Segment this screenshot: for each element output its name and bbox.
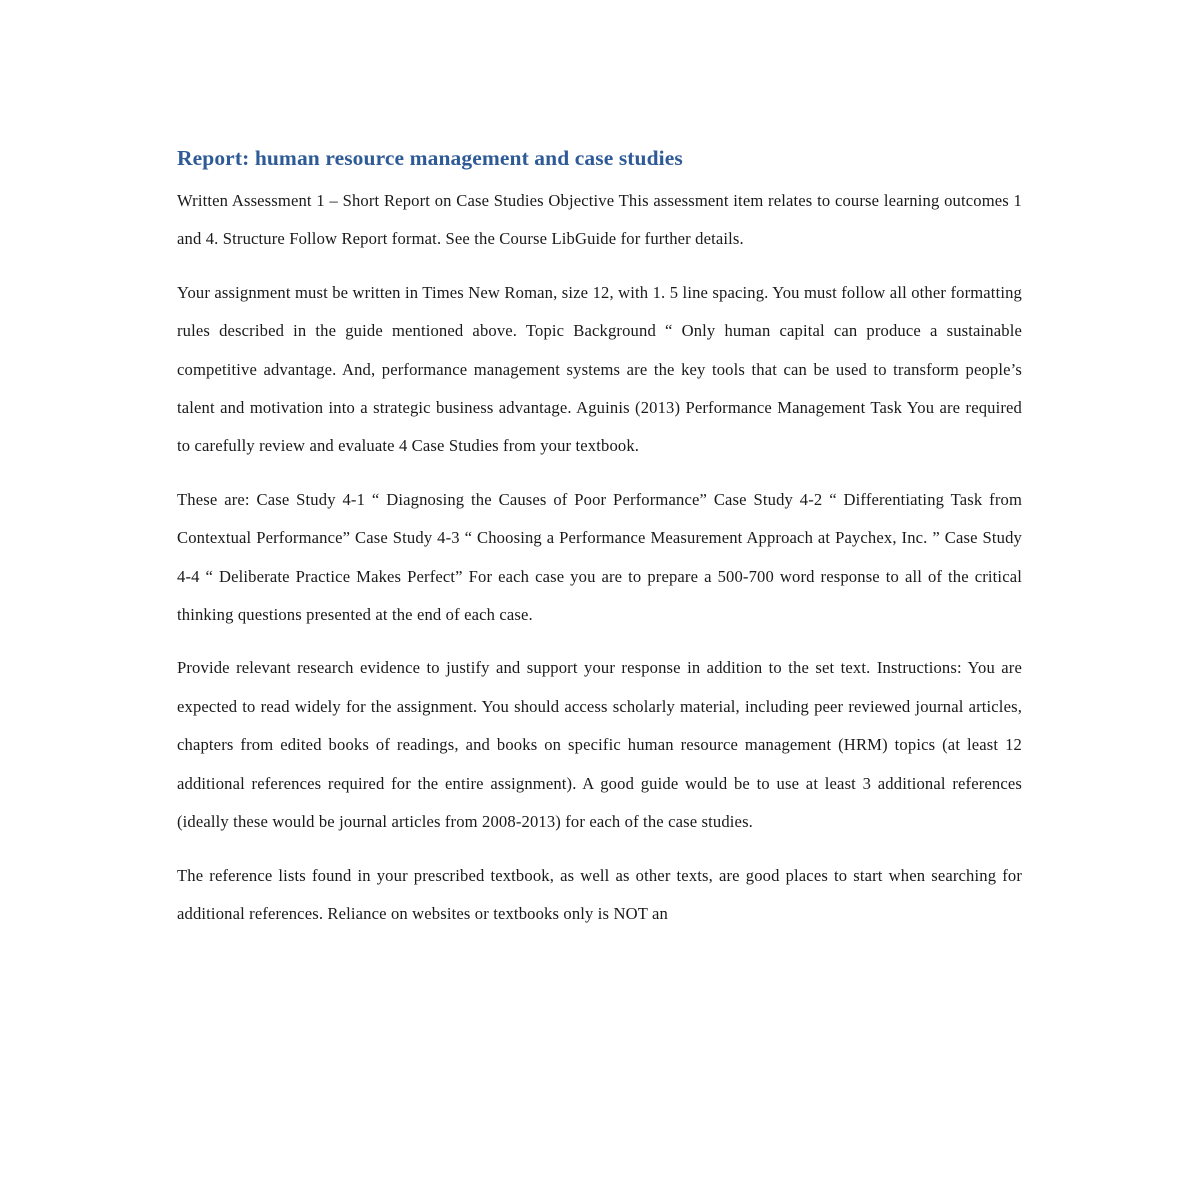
paragraph-case-studies: These are: Case Study 4-1 “ Diagnosing the Causes of Poor Performance” Case Study 4-2 “ Differentiating Task from Contextual Performance” Case Study 4-3 “ Choosing a Performance Measurement Approach at Paychex, Inc. ” Case Study 4-4 “ Deliberate Practice Makes Perfect” For each case you are to prepare a 500-700 word response to all of the critical thinking questions presented at the end of each case. (177, 489, 1022, 625)
document-page (177, 140, 1022, 948)
report-title: Report: human resource management and case studies (177, 146, 683, 170)
paragraph-formatting-and-topic: Your assignment must be written in Times New Roman, size 12, with 1. 5 line spacing. You must follow all other formatting rules described in the guide mentioned above. Topic Background “ Only human capital can produce a sustainable competitive advantage. And, performance management systems are the key tools that can be used to transform people’s talent and motivation into a strategic business advantage. Aguinis (2013) Performance Management Task You are required to carefully review and evaluate 4 Case Studies from your textbook. (177, 282, 1022, 456)
paragraph-reference-lists: The reference lists found in your prescribed textbook, as well as other texts, are good places to start when searching for additional references. Reliance on websites or textbooks only is NOT an (177, 865, 1022, 923)
paragraph-research-instructions: Provide relevant research evidence to justify and support your response in addition to the set text. Instructions: You are expected to read widely for the assignment. You should access scholarly material, including peer reviewed journal articles, chapters from edited books of readings, and books on specific human resource management (HRM) topics (at least 12 additional references required for the entire assignment). A good guide would be to use at least 3 additional references (ideally these would be journal articles from 2008-2013) for each of the case studies. (177, 658, 1022, 832)
paragraph-objective: Written Assessment 1 – Short Report on Case Studies Objective This assessment item relates to course learning outcomes 1 and 4. Structure Follow Report format. See the Course LibGuide for further details. (177, 191, 1022, 249)
